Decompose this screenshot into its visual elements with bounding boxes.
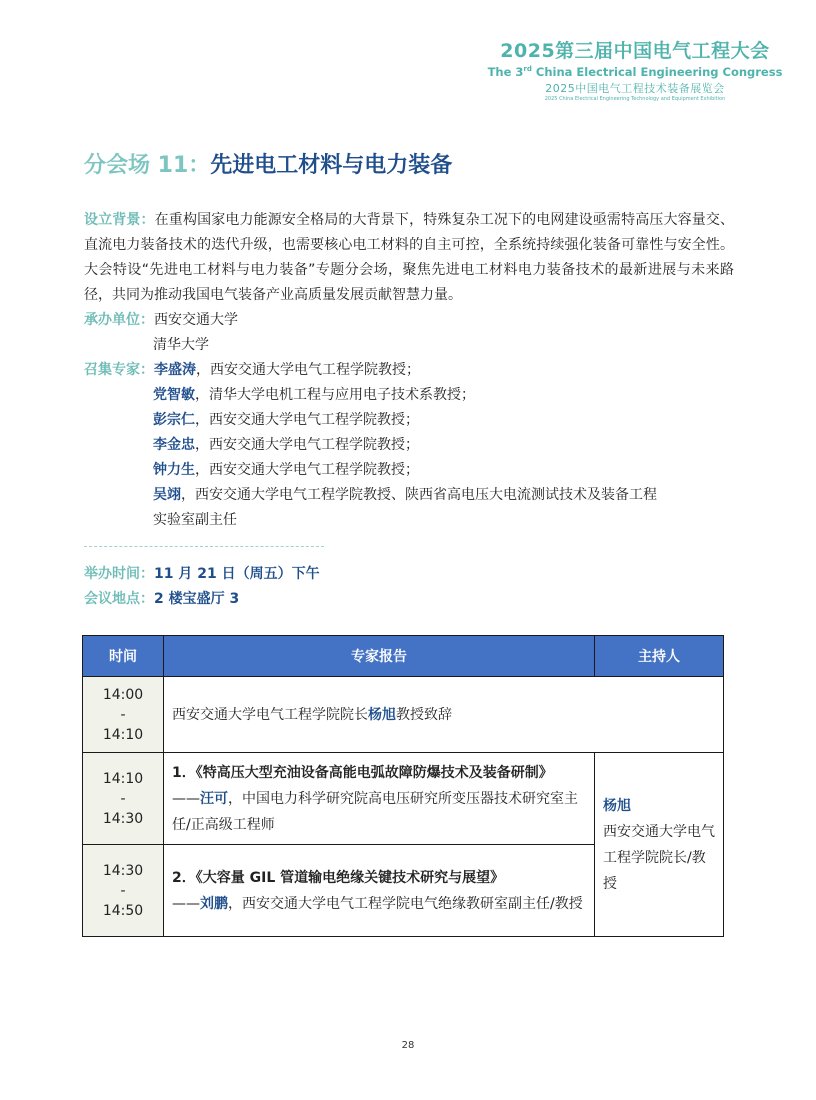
time-cell (83, 753, 164, 845)
time-end: 14:30 (102, 810, 144, 827)
experts-label: 召集专家： (84, 362, 154, 378)
expert-name: 彭宗仁 (153, 412, 195, 428)
organizer-item: 清华大学 (153, 337, 209, 353)
banner-exhibition-cn: 2025中国电气工程技术装备展览会 (545, 81, 725, 95)
organizer-row (84, 333, 734, 358)
time-cell (83, 845, 164, 937)
expert-row (84, 383, 734, 408)
header-time: 时间 (83, 636, 164, 677)
organizer-row (84, 308, 734, 333)
expert-desc: ，西安交通大学电气工程学院教授； (195, 412, 419, 428)
table-header-row (83, 636, 724, 677)
background-paragraph (84, 208, 734, 308)
expert-row (84, 408, 734, 433)
report-text: 教授致辞 (396, 706, 452, 723)
speaker-name: 刘鹏 (200, 895, 228, 912)
time-value: 11 月 21 日（周五）下午 (154, 566, 320, 582)
report-cell (164, 845, 595, 937)
expert-name: 李金忠 (153, 437, 195, 453)
time-cell (83, 677, 164, 753)
report-cell (164, 677, 724, 753)
banner-en-post: China Electrical Engineering Congress (531, 64, 783, 79)
banner-en-pre: The 3 (487, 64, 524, 79)
table-row (83, 753, 724, 845)
expert-name: 吴翊 (153, 487, 181, 503)
banner-en-sup: rd (523, 65, 532, 73)
session-info (84, 208, 734, 533)
speaker-name: 汪可 (200, 790, 228, 807)
report-cell (164, 753, 595, 845)
expert-row (84, 483, 734, 508)
header-host: 主持人 (595, 636, 724, 677)
expert-row (84, 433, 734, 458)
report-speaker-line (172, 891, 586, 917)
time-row (84, 562, 320, 587)
time-end: 14:50 (102, 902, 144, 919)
time-sep: - (120, 706, 126, 723)
time-start: 14:10 (102, 770, 144, 787)
report-text: 西安交通大学电气工程学院院长 (172, 706, 368, 723)
page-number: 28 (401, 1040, 415, 1051)
expert-row-continued (84, 508, 734, 533)
expert-desc: ，清华大学电机工程与应用电子技术系教授； (195, 387, 475, 403)
table-row (83, 677, 724, 753)
time-start: 14:00 (102, 686, 144, 703)
session-number: 分会场 11： (84, 153, 211, 178)
session-name: 先进电工材料与电力装备 (210, 153, 453, 178)
congress-banner (470, 40, 800, 115)
time-sep: - (120, 882, 126, 899)
speaker-affiliation: ，中国电力科学研究院高电压研究所变压器技术研究室主任/正高级工程师 (172, 790, 578, 833)
time-end: 14:10 (102, 726, 144, 743)
time-start: 14:30 (102, 862, 144, 879)
host-cell (595, 753, 724, 937)
place-value: 2 楼宝盛厅 3 (154, 591, 240, 607)
report-dash: —— (172, 895, 200, 912)
report-title: 2．《大容量 GIL 管道输电绝缘关键技术研究与展望》 (172, 869, 505, 886)
expert-row (84, 458, 734, 483)
time-label: 举办时间： (84, 566, 154, 582)
place-row (84, 587, 320, 612)
time-sep: - (120, 790, 126, 807)
expert-row (84, 358, 734, 383)
expert-desc: ，西安交通大学电气工程学院教授； (195, 437, 419, 453)
organizer-label: 承办单位： (84, 312, 154, 328)
schedule-table (82, 635, 724, 937)
expert-desc: ，西安交通大学电气工程学院教授； (196, 362, 420, 378)
banner-title-cn: 2025第三届中国电气工程大会 (500, 40, 770, 62)
report-person: 杨旭 (368, 706, 396, 723)
expert-name: 党智敏 (153, 387, 195, 403)
expert-desc: 实验室副主任 (153, 512, 237, 528)
expert-desc: ，西安交通大学电气工程学院教授； (195, 462, 419, 478)
session-meta (84, 562, 320, 612)
speaker-affiliation: ，西安交通大学电气工程学院电气绝缘教研室副主任/教授 (228, 895, 583, 912)
page-title (84, 150, 452, 182)
host-desc: 西安交通大学电气工程学院院长/教授 (603, 823, 715, 892)
expert-name: 李盛涛 (154, 362, 196, 378)
background-text: 在重构国家电力能源安全格局的大背景下，特殊复杂工况下的电网建设亟需特高压大容量交、直流电力装备技术的迭代升级，也需要核心电工材料的自主可控，全系统持续强化装备可靠性与安全性。大会特设“先进电工材料与电力装备”专题分会场，聚焦先进电工材料电力装备技术的最新进展与未来路径，共同为推动我国电气装备产业高质量发展贡献智慧力量。 (84, 212, 735, 303)
report-title: 1．《特高压大型充油设备高能电弧故障防爆技术及装备研制》 (172, 764, 553, 781)
report-speaker-line (172, 786, 586, 838)
section-divider (84, 546, 324, 547)
host-name: 杨旭 (603, 797, 631, 814)
expert-desc: ，西安交通大学电气工程学院教授、陕西省高电压大电流测试技术及装备工程 (181, 487, 657, 503)
organizer-item: 西安交通大学 (154, 312, 238, 328)
expert-name: 钟力生 (153, 462, 195, 478)
background-label: 设立背景： (84, 212, 155, 228)
banner-exhibition-en: 2025 China Electrical Engineering Technology and Equipment Exhibition (544, 95, 726, 102)
banner-title-en (470, 62, 800, 79)
place-label: 会议地点： (84, 591, 154, 607)
header-report: 专家报告 (164, 636, 595, 677)
report-dash: —— (172, 790, 200, 807)
